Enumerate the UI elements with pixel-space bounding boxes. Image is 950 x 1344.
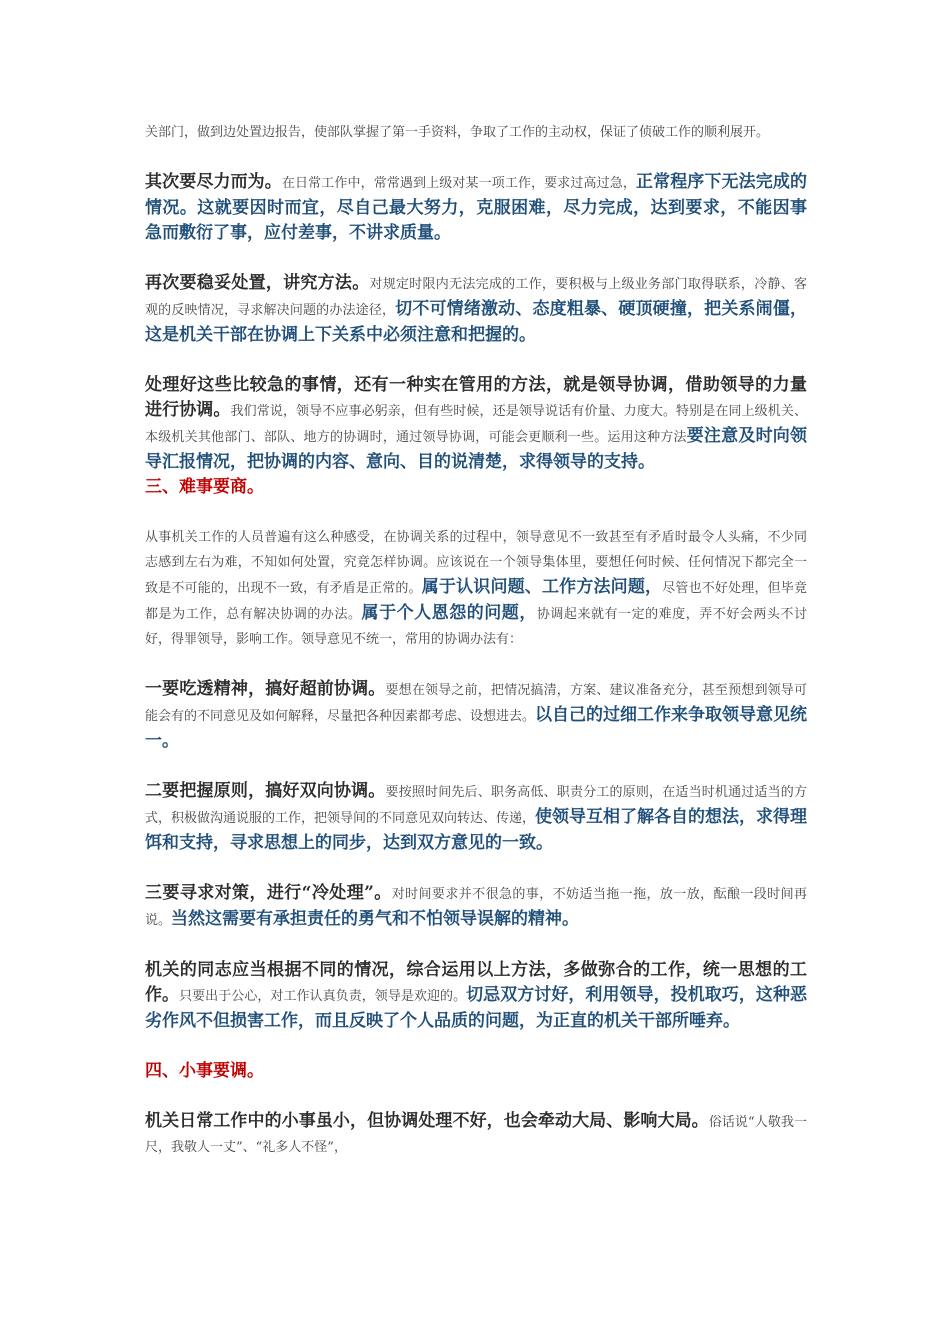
paragraph-7 xyxy=(145,881,807,933)
text-run: 属于认识问题、工作方法问题， xyxy=(421,577,663,597)
paragraph-2 xyxy=(145,271,807,348)
section-heading-3 xyxy=(145,475,807,500)
text-run: 在日常工作中，常常遇到上级对某一项工作，要求过高过急， xyxy=(281,176,636,191)
text-run: 我们常说，领导不应事必躬亲，但有些时候，还是领导说话有价量、力度大。特别是在同上级机关、本级机关其他部门、部队、地方的协调时，通过领导协调，可能会更顺利一些。运用这种方法 xyxy=(145,404,807,445)
paragraph-4 xyxy=(145,525,807,652)
paragraph-8 xyxy=(145,958,807,1034)
text-run: 三要寻求对策，进行“冷处理”。 xyxy=(145,883,392,903)
text-run: 从事机关工作的人员普遍有这么种感受，在协调关系的过程中，领导意见不一致甚至有矛盾时最令人头痛，不少同志感到左右为难，不知如何处置，究竟怎样协调。应该说在一个领导集体里，要想任何时候、任何情况下都完全一致是不可能的，出现不一致，有矛盾是正常的。 xyxy=(145,530,807,596)
text-run: 切不可情绪激动、态度粗暴、硬顶硬撞，把关系闹僵，这是机关干部在协调上下关系中必须注意和把握的。 xyxy=(145,299,807,345)
text-run: 切忌双方讨好，利用领导，投机取巧，这种恶劣作风不但损害工作，而且反映了个人品质的问题，为正直的机关干部所唾弃。 xyxy=(145,985,807,1031)
text-run: 使领导互相了解各自的想法，求得理饵和支持，寻求思想上的同步，达到双方意见的一致。 xyxy=(145,807,808,853)
text-run: 只要出于公心，对工作认真负责，领导是欢迎的。 xyxy=(179,989,467,1004)
paragraph-6 xyxy=(145,779,807,856)
heading-text: 三、难事要商。 xyxy=(145,477,264,497)
paragraph-9 xyxy=(145,1109,807,1160)
text-run: 尽管也不好处理，但毕竟都是为工作，总有解决协调的办法。 xyxy=(145,581,807,622)
text-run: 对时间要求并不很急的事，不妨适当拖一拖，放一放，酝酿一段时间再说。 xyxy=(145,887,807,928)
text-run: 一要吃透精神，搞好超前协调。 xyxy=(145,679,386,699)
document-page xyxy=(145,120,807,1160)
section-heading-4 xyxy=(145,1059,807,1084)
heading-text: 四、小事要调。 xyxy=(145,1061,264,1081)
text-run: 关部门，做到边处置边报告，使部队掌握了第一手资料，争取了工作的主动权，保证了侦破工作的顺利展开。 xyxy=(145,125,770,140)
text-run: 机关日常工作中的小事虽小，但协调处理不好，也会牵动大局、影响大局。 xyxy=(145,1111,709,1131)
text-run: 俗话说“人敬我一尺，我敬人一丈”、“礼多人不怪”， xyxy=(145,1115,807,1155)
text-run: 再次要稳妥处置，讲究方法。 xyxy=(145,273,370,293)
paragraph-3 xyxy=(145,373,807,475)
text-run: 其次要尽力而为。 xyxy=(145,172,282,192)
paragraph-0 xyxy=(145,120,807,145)
text-run: 正常程序下无法完成的情况。这就要因时而宜，尽自己最大努力，克服困难，尽力完成，达到要求，不能因事急而敷衍了事，应付差事，不讲求质量。 xyxy=(145,172,807,243)
text-run: 以自己的过细工作来争取领导意见统一。 xyxy=(145,705,808,751)
text-run: 要想在领导之前，把情况搞清，方案、建议准备充分，甚至预想到领导可能会有的不同意见及如何解释，尽量把各种因素都考虑、设想进去。 xyxy=(145,683,807,724)
paragraph-1 xyxy=(145,170,807,246)
text-run: 处理好这些比较急的事情，还有一种实在管用的方法，就是领导协调，借助领导的力量进行协调。 xyxy=(145,375,807,420)
text-run: 要按照时间先后、职务高低、职责分工的原则，在适当时机通过适当的方式，积极做沟通说服的工作，把领导间的不同意见双向转达、传递， xyxy=(145,785,807,826)
text-run: 机关的同志应当根据不同的情况，综合运用以上方法，多做弥合的工作，统一思想的工作。 xyxy=(145,960,807,1005)
text-run: 当然这需要有承担责任的勇气和不怕领导误解的精神。 xyxy=(171,909,580,929)
text-run: 属于个人恩怨的问题， xyxy=(361,603,537,623)
paragraph-5 xyxy=(145,677,807,754)
text-run: 协调起来就有一定的难度，弄不好会两头不讨好，得罪领导，影响工作。领导意见不统一，常用的协调办法有： xyxy=(145,607,807,647)
text-run: 要注意及时向领导汇报情况，把协调的内容、意向、目的说清楚，求得领导的支持。 xyxy=(145,426,807,472)
text-run: 二要把握原则，搞好双向协调。 xyxy=(145,781,386,801)
text-run: 对规定时限内无法完成的工作，要积极与上级业务部门取得联系，冷静、客观的反映情况，寻求解决问题的办法途径， xyxy=(145,277,807,318)
